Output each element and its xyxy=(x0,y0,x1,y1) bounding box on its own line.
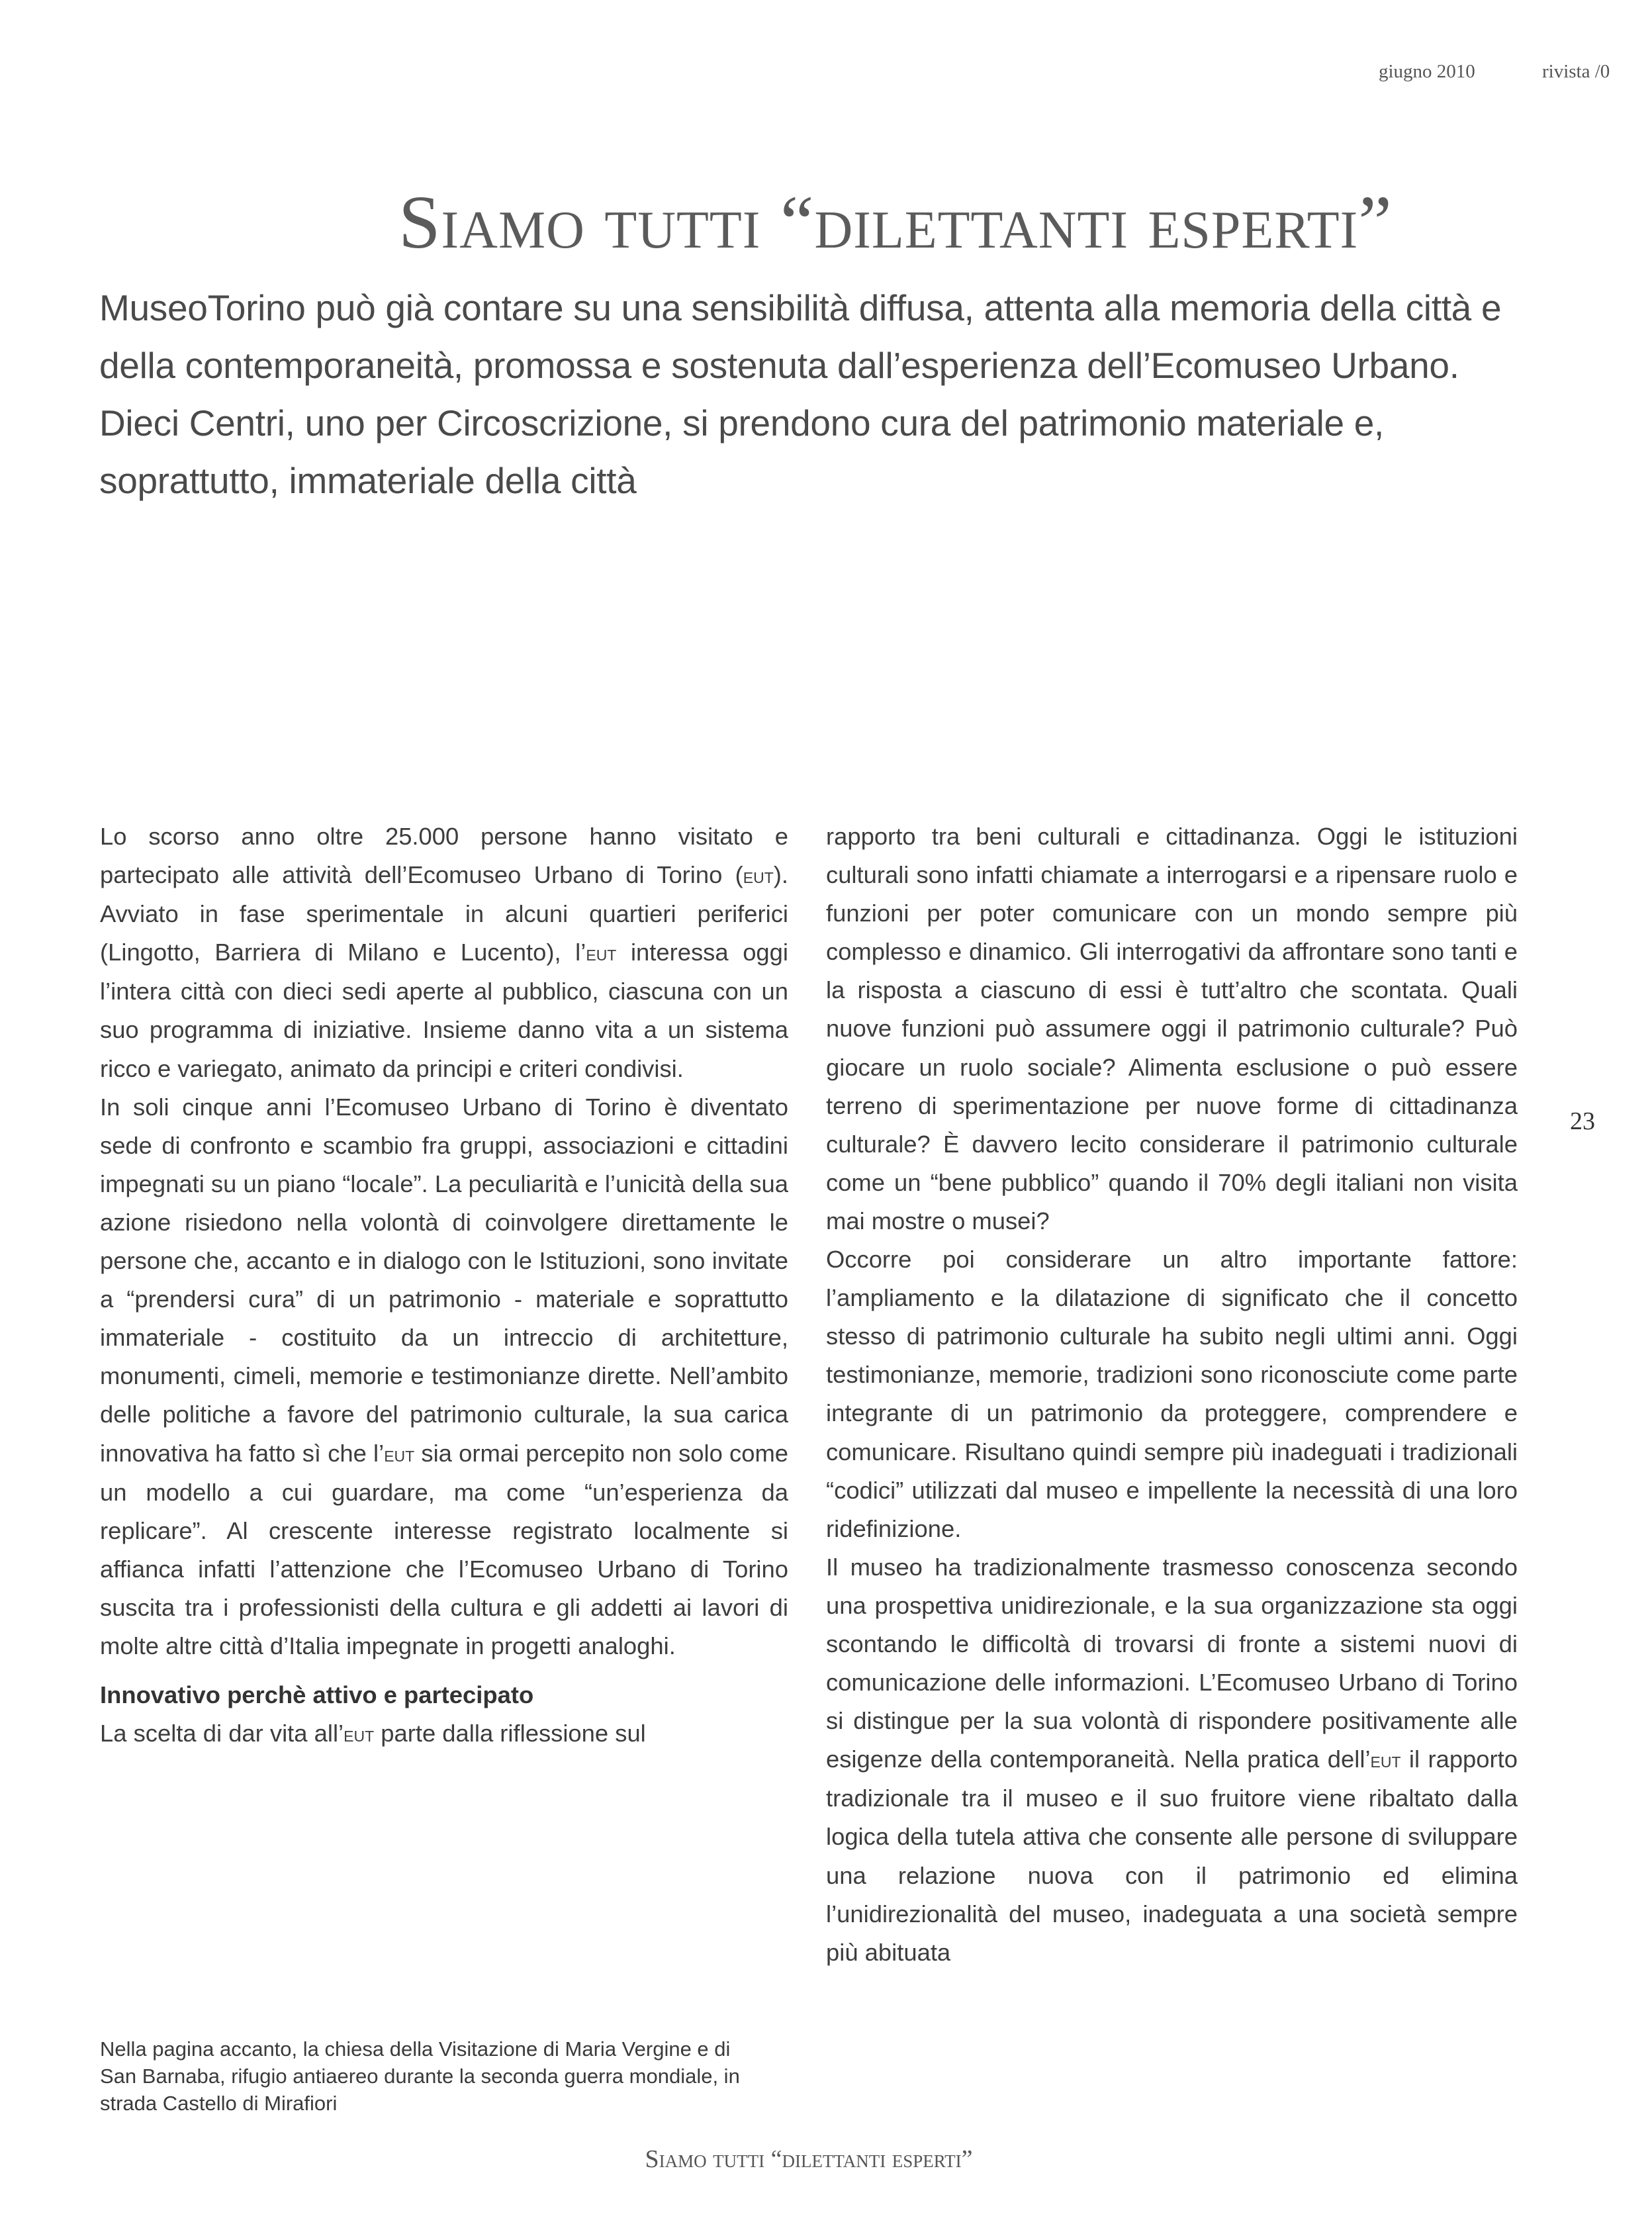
paragraph: Occorre poi considerare un altro importante fattore: l’ampliamento e la dilatazione di significato che il concetto stesso di patrimonio culturale ha subito negli ultimi anni. Oggi testimonianze, memorie, tradizioni sono riconosciute come parte integrante di un patrimonio da proteggere, comprendere e comunicare. Risultano quindi sempre più inadeguati i tradizionali “codici” utilizzati dal museo e impellente la necessità di una loro ridefinizione. xyxy=(826,1246,1518,1542)
photo-caption: Nella pagina accanto, la chiesa della Visitazione di Maria Vergine e di San Barnaba, rifugio antiaereo durante la seconda guerra mondiale, in strada Castello di Mirafiori xyxy=(100,2037,740,2115)
paragraph: rapporto tra beni culturali e cittadinanza. Oggi le istituzioni culturali sono infatti chiamate a interrogarsi e a ripensare ruolo e funzioni per poter comunicare con un mondo sempre più complesso e dinamico. Gli interrogativi da affrontare sono tanti e la risposta a ciascuno di essi è tutt’altro che scontata. Quali nuove funzioni può assumere oggi il patrimonio culturale? Può giocare un ruolo sociale? Alimenta esclusione o può essere terreno di sperimentazione per nuove forme di cittadinanza culturale? È davvero lecito considerare il patrimonio culturale come un “bene pubblico” quando il 70% degli italiani non visita mai mostre o musei? xyxy=(826,823,1518,1234)
paragraph: Il museo ha tradizionalmente trasmesso conoscenza secondo una prospettiva unidirezionale, e la sua organizzazione sta oggi scontando le difficoltà di trovarsi di fronte a sistemi nuovi di comunicazione delle informazioni. L’Ecomuseo Urbano di Torino si distingue per la sua volontà di rispondere positivamente alle esigenze della contemporaneità. Nella pratica dell’eut il rapporto tradizionale tra il museo e il suo fruitore viene ribaltato dalla logica della tutela attiva che consente alle persone di sviluppare una relazione nuova con il patrimonio ed elimina l’unidirezionalità del museo, inadeguata a una società sempre più abituata xyxy=(826,1553,1518,1966)
right-text-column xyxy=(826,817,1518,1972)
magazine-issue: rivista /0 xyxy=(1542,61,1610,82)
paragraph: In soli cinque anni l’Ecomuseo Urbano di Torino è diventato sede di confronto e scambio fra gruppi, associazioni e cittadini impegnati su un piano “locale”. La peculiarità e l’unicità della sua azione risiedono nella volontà di coinvolgere direttamente le persone che, accanto e in dialogo con le Istituzioni, sono invitate a “prendersi cura” di un patrimonio - materiale e soprattutto immateriale - costituito da un intreccio di architetture, monumenti, cimeli, memorie e testimonianze dirette. Nell’ambito delle politiche a favore del patrimonio culturale, la sua carica innovativa ha fatto sì che l’eut sia ormai percepito non solo come un modello a cui guardare, ma come “un’esperienza da replicare”. Al crescente interesse registrato localmente si affianca infatti l’attenzione che l’Ecomuseo Urbano di Torino suscita tra i professionisti della cultura e gli addetti ai lavori di molte altre città d’Italia impegnate in progetti analoghi. xyxy=(100,1093,788,1659)
article-title: Siamo tutti “dilettanti esperti” xyxy=(398,180,1393,264)
issue-date: giugno 2010 xyxy=(1379,61,1475,82)
left-text-column xyxy=(100,817,788,1753)
paragraph: La scelta di dar vita all’eut parte dalla riflessione sul xyxy=(100,1720,646,1747)
running-footer: Siamo tutti “dilettanti esperti” xyxy=(645,2145,973,2173)
page-number: 23 xyxy=(1570,1107,1595,1135)
paragraph: Lo scorso anno oltre 25.000 persone hanno visitato e partecipato alle attività dell’Ecomuseo Urbano di Torino (eut). Avviato in fase sperimentale in alcuni quartieri periferici (Lingotto, Barriera di Milano e Lucento), l’eut interessa oggi l’intera città con dieci sedi aperte al pubblico, ciascuna con un suo programma di iniziative. Insieme danno vita a un sistema ricco e variegato, animato da principi e criteri condivisi. xyxy=(100,823,788,1082)
section-subheading: Innovativo perchè attivo e partecipato xyxy=(100,1681,534,1709)
article-subtitle: MuseoTorino può già contare su una sensibilità diffusa, attenta alla memoria della città e della contemporaneità, promossa e sostenuta dall’esperienza dell’Ecomuseo Urbano. Dieci Centri, uno per Circoscrizione, si prendono cura del patrimonio materiale e, soprattutto, immateriale della città xyxy=(99,287,1502,501)
